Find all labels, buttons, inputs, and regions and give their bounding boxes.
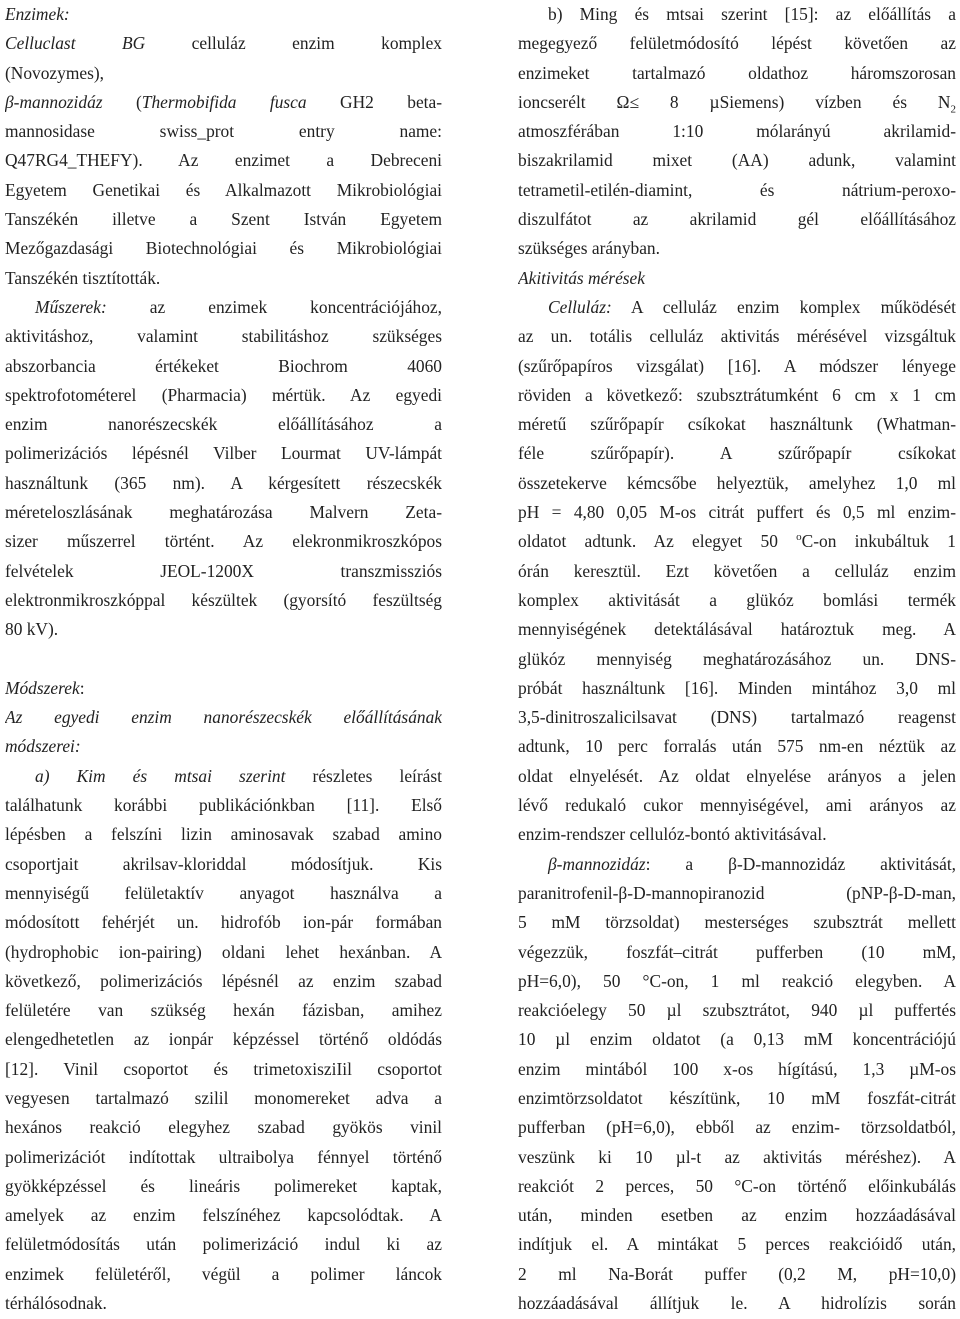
cellulase-paragraph-a: [518, 322, 956, 527]
text-line: lépésben a felszíni lizin aminosavak szabad amino: [5, 824, 442, 845]
text-line: használtunk (365 nm). A kérgesített részecskék: [5, 472, 442, 493]
instruments-line: [5, 293, 442, 322]
text-line: celluláz enzim komplex: [145, 33, 442, 54]
text-line: 10 µl enzim oldatot (a 0,13 mM koncentrációjú: [518, 1029, 956, 1050]
text-line: komplex aktivitását a glükóz bomlási termék: [518, 589, 956, 610]
text-line: 5 mM törzsoldat) mesterséges szubsztrát mellett: [518, 912, 956, 933]
text-line: enzim mintából 100 x-os hígítású, 1,3 µM-os: [518, 1058, 956, 1079]
text-fragment: az enzimek koncentrációjához,: [106, 296, 442, 317]
methods-heading: Módszerek: [5, 677, 80, 698]
enzymes-heading: Enzimek:: [5, 4, 70, 24]
mannosidase-name: β-mannozidáz: [5, 91, 103, 112]
text-line: elengedhetetlen az ionpár képzéssel történő oldódás: [5, 1029, 442, 1050]
text-line: összetekerve kémcsőbe helyeztük, amelyhez 1,0 ml: [518, 472, 956, 493]
text-line: hexános reakció elegyhez szabad gyökös vinil: [5, 1117, 442, 1138]
text-line: pH=6,0), 50 °C-on, 1 ml reakció elegyben. A: [518, 970, 956, 991]
text-line: enzimeket tartalmazó oldathoz háromszorosan: [518, 62, 956, 83]
superscript: o: [796, 531, 802, 544]
text-line: csoportjait akrilsav-kloriddal módosítjuk. Kis: [5, 853, 442, 874]
right-column: [518, 0, 956, 1318]
text-line: órán keresztül. Ezt követően a celluláz enzim: [518, 560, 956, 581]
methods-subheading: [5, 703, 442, 762]
instruments-label: Műszerek:: [35, 296, 107, 317]
text-line: atmoszférában 1:10 mólarányú akrilamid-: [518, 121, 956, 142]
text-line: találhatunk korábbi publikációnkban [11]. Első: [5, 795, 442, 816]
text-line: pH = 4,80 0,05 M-os citrát puffert és 0,5 ml enzim-: [518, 502, 956, 523]
text-fragment: ioncserélt Ω≤ 8 µSiemens) vízben és N: [518, 91, 951, 112]
text-line: b) Ming és mtsai szerint [15]: az előállítás a: [548, 4, 956, 24]
text-line: próbát használtunk [16]. Minden mintához 3,0 ml: [518, 677, 956, 698]
text-line: enzimtörzsoldatot készítünk, 10 mM foszfát-citrát: [518, 1087, 956, 1108]
text-line: (szűrőpapíros vizsgálat) [16]. A módszer lényege: [518, 355, 956, 376]
text-fragment: GH2 beta-: [306, 91, 442, 112]
text-line: Tanszékén tisztították.: [5, 267, 161, 288]
text-line: térhálósodnak.: [5, 1293, 107, 1314]
text-fragment: (: [102, 91, 142, 112]
text-fragment: C-on inkubáltuk 1: [801, 531, 956, 552]
text-line: (hydrophobic ion-pairing) oldani lehet hexánban. A: [5, 941, 442, 962]
text-line: enzim-rendszer cellulóz-bontó aktivitásával.: [518, 824, 827, 845]
mannosidase-activity-label: β-mannozidáz: [548, 853, 646, 874]
text-line: 2 ml Na-Borát puffer (0,2 M, pH=10,0): [518, 1263, 956, 1284]
text-line: tetrametil-etilén-diamint, és nátrium-peroxo-: [518, 179, 956, 200]
text-line-with-subscript: [518, 88, 956, 117]
text-line: diszulfátot az akrilamid gél előállításához: [518, 209, 956, 230]
text-line: paranitrofenil-β-D-mannopiranozid (pNP-β-D-man,: [518, 882, 956, 903]
text-line: az un. totális celluláz aktivitás mérésével vizsgáltuk: [518, 326, 956, 347]
cellulase-paragraph-b: [518, 557, 956, 850]
text-fragment: oldatot adtunk. Az elegyet 50: [518, 531, 797, 552]
text-line: hozzáadásával állítjuk le. A hidrolízis során: [518, 1293, 956, 1314]
method-a-label: a) Kim és mtsai szerint: [35, 765, 286, 786]
text-line: adtunk, 10 perc forralás után 575 nm-en néztük az: [518, 736, 956, 757]
text-line: sizer műszerrel történt. Az elekronmikroszkópos: [5, 531, 442, 552]
celluclast-name: Celluclast BG: [5, 33, 146, 54]
text-fragment: : a β-D-mannozidáz aktivitását,: [645, 853, 956, 874]
text-line: indítjuk el. A mintákat 5 perces reakcióidő után,: [518, 1234, 956, 1255]
text-line: módszerei:: [5, 736, 81, 757]
text-line: amelyek az enzim felszínéhez kapcsolódtak. A: [5, 1205, 442, 1226]
left-column: [5, 0, 442, 1318]
text-line: mannosidase swiss_prot entry name:: [5, 121, 442, 142]
text-line: következő, polimerizációs lépésnél az enzim szabad: [5, 970, 442, 991]
text-line: enzim nanorészecskék előállításához a: [5, 414, 442, 435]
text-line: oldat elnyelését. Az oldat elnyelése arányos a jelen: [518, 765, 956, 786]
text-line: szükséges arányban.: [518, 238, 660, 259]
text-line: felületére van szükség hexán fázisban, amihez: [5, 1000, 442, 1021]
text-line: módosított fehérjét un. hidrofób ion-pár formában: [5, 912, 442, 933]
text-line: megegyező felületmódosító lépést követően az: [518, 33, 956, 54]
cellulase-line: [518, 293, 956, 322]
text-line: után, minden esetben az enzim hozzáadásával: [518, 1205, 956, 1226]
text-line: lévő redukaló cukor mennyiségével, ami arányos az: [518, 795, 956, 816]
text-line: gyökképzéssel és lineáris polimereket kaptak,: [5, 1175, 442, 1196]
spacer: [5, 645, 442, 674]
text-line: [12]. Vinil csoportot és trimetoxisziIil csoportot: [5, 1058, 442, 1079]
text-line: Egyetem Genetikai és Alkalmazott Mikrobiológiai: [5, 179, 442, 200]
text-line: röviden a következő: szubsztrátumként 6 cm x 1 cm: [518, 384, 956, 405]
text-line: pufferban (pH=6,0), ebből az enzim- törzsoldatból,: [518, 1117, 956, 1138]
text-fragment: A celluláz enzim komplex működését: [611, 296, 956, 317]
text-line: spektrofotométerel (Pharmacia) mértük. Az egyedi: [5, 384, 442, 405]
text-line: felületmódosítás után polimerizáció indul ki az: [5, 1234, 442, 1255]
organism-name: Thermobifida fusca: [141, 91, 307, 112]
text-line: polimerizációs lépésnél Vilber Lourmat UV-lámpát: [5, 443, 442, 464]
celluclast-line: [5, 29, 442, 58]
text-line: abszorbancia értékeket Biochrom 4060: [5, 355, 442, 376]
text-line: veszünk ki 10 µl-t az aktivitás méréshez). A: [518, 1146, 956, 1167]
instruments-paragraph: [5, 322, 442, 644]
text-line: Mezőgazdasági Biotechnológiai és Mikrobiológiai: [5, 238, 442, 259]
text-line: vegyesen tartalmazó szilil monomereket adva a: [5, 1087, 442, 1108]
text-line: glükóz mennyiség meghatározásához un. DNS-: [518, 648, 956, 669]
text-line: 3,5-dinitroszalicilsavat (DNS) tartalmazó reagenst: [518, 707, 956, 728]
text-line: mennyiségének detektálásával határoztuk meg. A: [518, 619, 956, 640]
mannosidase-activity-line: [518, 850, 956, 879]
text-line: reakcióelegy 50 µl szubsztrátot, 940 µl puffertés: [518, 1000, 956, 1021]
text-line: felvételek JEOL-1200X transzmissziós: [5, 560, 442, 581]
text-line: méreteloszlásának meghatározása Malvern Zeta-: [5, 502, 442, 523]
text-line: aktivitáshoz, valamint stabilitáshoz szükséges: [5, 326, 442, 347]
text-line: Tanszékén illetve a Szent István Egyetem: [5, 209, 442, 230]
temperature-line: [518, 527, 956, 556]
text-line: reakciót 2 perces, 50 °C-on történő előinkubálás: [518, 1175, 956, 1196]
text-line: 80 kV).: [5, 619, 59, 640]
methods-heading-line: [5, 674, 442, 703]
method-a-line: [5, 762, 442, 791]
activity-heading: Akitivitás mérések: [518, 267, 645, 288]
text-line: biszakrilamid mixet (AA) adunk, valamint: [518, 150, 956, 171]
text-line: enzimek felületéről, végül a polimer láncok: [5, 1263, 442, 1284]
text-line: (Novozymes),: [5, 62, 105, 83]
mannosidase-activity-paragraph: [518, 879, 956, 1318]
mannosidase-description: [5, 117, 442, 293]
text-line: Az egyedi enzim nanorészecskék előállításának: [5, 707, 442, 728]
text-line: polimerizációt indítottak ultraibolya fénnyel történő: [5, 1146, 442, 1167]
text-line: elektronmikroszkóppal készültek (gyorsító feszültség: [5, 589, 442, 610]
mannosidase-line: [5, 88, 442, 117]
text-line: végezzük, foszfát–citrát pufferben (10 mM,: [518, 941, 956, 962]
subscript: 2: [950, 103, 956, 116]
text-line: mennyiségű felületaktív anyagot használva a: [5, 882, 442, 903]
text-line: féle szűrőpapír). A szűrőpapír csíkokat: [518, 443, 956, 464]
cellulase-label: Celluláz:: [548, 296, 612, 317]
text-line: méretű szűrőpapír csíkokat használtunk (Whatman-: [518, 414, 956, 435]
method-a-paragraph: [5, 791, 442, 1318]
text-fragment: részletes leírást: [285, 765, 442, 786]
text-line: Q47RG4_THEFY). Az enzimet a Debreceni: [5, 150, 442, 171]
text-fragment: :: [79, 677, 85, 698]
